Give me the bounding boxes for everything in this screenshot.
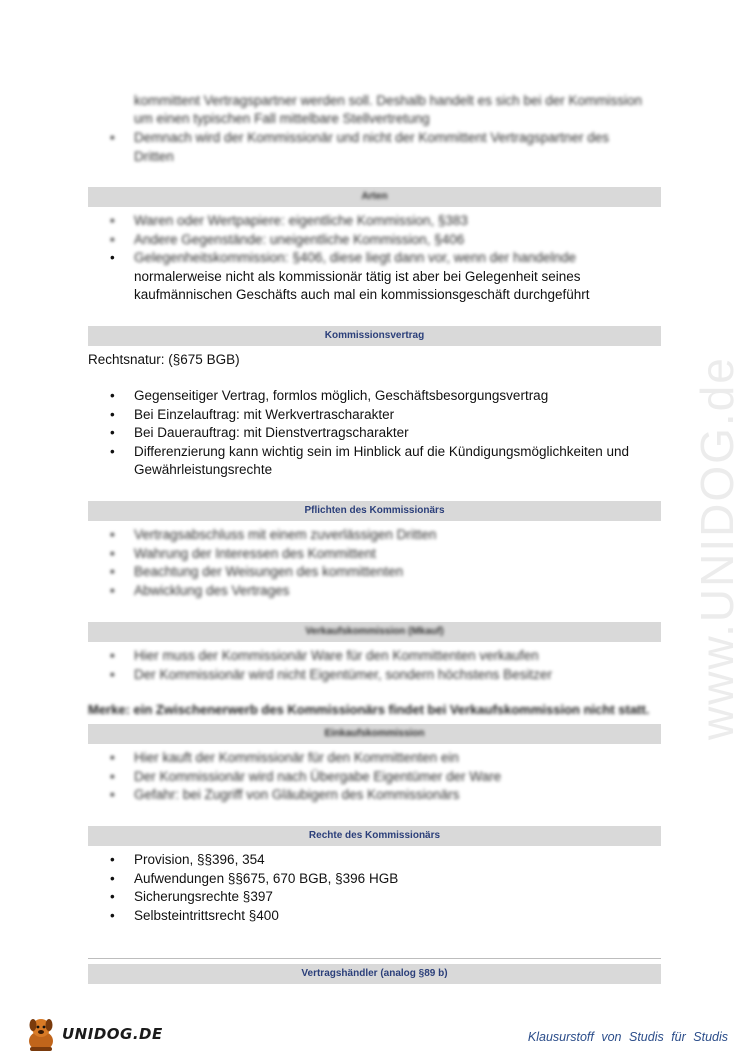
list-item: • Abwicklung des Vertrages: [110, 582, 670, 601]
rechte-list: [110, 851, 670, 925]
list-item: • Gefahr: bei Zugriff von Gläubigern des Kommissionärs: [110, 786, 670, 805]
einkauf-list: [110, 749, 670, 805]
watermark: www.UNIDOG.de: [691, 356, 743, 740]
divider: [88, 958, 661, 959]
list-item: • Selbsteintrittsrecht §400: [110, 907, 670, 926]
arten-item-3-blurred: Gelegenheitskommission: §406, diese liegt dann vor, wenn der handelnde: [134, 250, 577, 265]
section-header-einkaufskommission: Einkaufskommission: [88, 724, 661, 744]
list-item: • Hier muss der Kommissionär Ware für den Kommittenten verkaufen: [110, 647, 670, 666]
list-item: • Der Kommissionär wird nach Übergabe Eigentümer der Ware: [110, 768, 670, 787]
kommissionsvertrag-list: [110, 387, 670, 480]
arten-item-3-line-2: normalerweise nicht als kommissionär tätig ist aber bei Gelegenheit seines: [134, 268, 581, 284]
list-item: • Provision, §§396, 354: [110, 851, 670, 870]
list-item: • Aufwendungen §§675, 670 BGB, §396 HGB: [110, 870, 670, 889]
list-item: • Differenzierung kann wichtig sein im Hinblick auf die Kündigungsmöglichkeiten und Gewährleistungsrechte: [110, 443, 674, 480]
list-item: • Demnach wird der Kommissionär und nicht der Kommittent Vertragspartner des Dritten: [110, 129, 634, 166]
section-header-kommissionsvertrag: Kommissionsvertrag: [88, 326, 661, 346]
pflichten-list: [110, 526, 670, 600]
unidog-logo[interactable]: [24, 1014, 163, 1054]
list-item: • Bei Dauerauftrag: mit Dienstvertragscharakter: [110, 424, 670, 443]
verkauf-list: [110, 647, 670, 684]
list-item: • Bei Einzelauftrag: mit Werkvertrascharakter: [110, 406, 670, 425]
list-item: • Sicherungsrechte §397: [110, 888, 670, 907]
section-header-rechte: Rechte des Kommissionärs: [88, 826, 661, 846]
arten-list: [110, 212, 670, 305]
list-item: • Vertragsabschluss mit einem zuverlässigen Dritten: [110, 526, 670, 545]
list-item: • Waren oder Wertpapiere: eigentliche Kommission, §383: [110, 212, 670, 231]
section-header-arten: Arten: [88, 187, 661, 207]
section-header-pflichten: Pflichten des Kommissionärs: [88, 501, 661, 521]
intro-line-2: um einen typischen Fall mittelbare Stellvertretung: [134, 111, 430, 126]
list-item: • Beachtung der Weisungen des kommittenten: [110, 563, 670, 582]
section-header-verkaufskommission: Verkaufskommission (Mkauf): [88, 622, 661, 642]
arten-item-3-line-3: kaufmännischen Geschäfts auch mal ein kommissionsgeschäft durchgeführt: [134, 287, 590, 302]
list-item: • Wahrung der Interessen des Kommittent: [110, 545, 670, 564]
rechtsnatur: Rechtsnatur: (§675 BGB): [88, 352, 240, 367]
dog-mascot-icon: [24, 1015, 58, 1053]
list-item: • Der Kommissionär wird nicht Eigentümer, sondern höchstens Besitzer: [110, 666, 670, 685]
list-item: • Andere Gegenstände: uneigentliche Kommission, §406: [110, 231, 670, 250]
section-header-vertragshaendler: Vertragshändler (analog §89 b): [88, 964, 661, 984]
list-item: • Hier kauft der Kommissionär für den Kommittenten ein: [110, 749, 670, 768]
intro-list: [110, 129, 670, 166]
intro-line-1: kommittent Vertragspartner werden soll. Deshalb handelt es sich bei der Kommission: [134, 93, 642, 108]
footer-tagline: Klausurstoff von Studis für Studis: [527, 1030, 728, 1044]
logo-text: UNIDOG.DE: [62, 1025, 163, 1043]
merke-note: Merke: ein Zwischenerwerb des Kommissionärs findet bei Verkaufskommission nicht statt.: [88, 702, 650, 717]
list-item: [110, 249, 670, 305]
list-item: • Gegenseitiger Vertrag, formlos möglich, Geschäftsbesorgungsvertrag: [110, 387, 670, 406]
